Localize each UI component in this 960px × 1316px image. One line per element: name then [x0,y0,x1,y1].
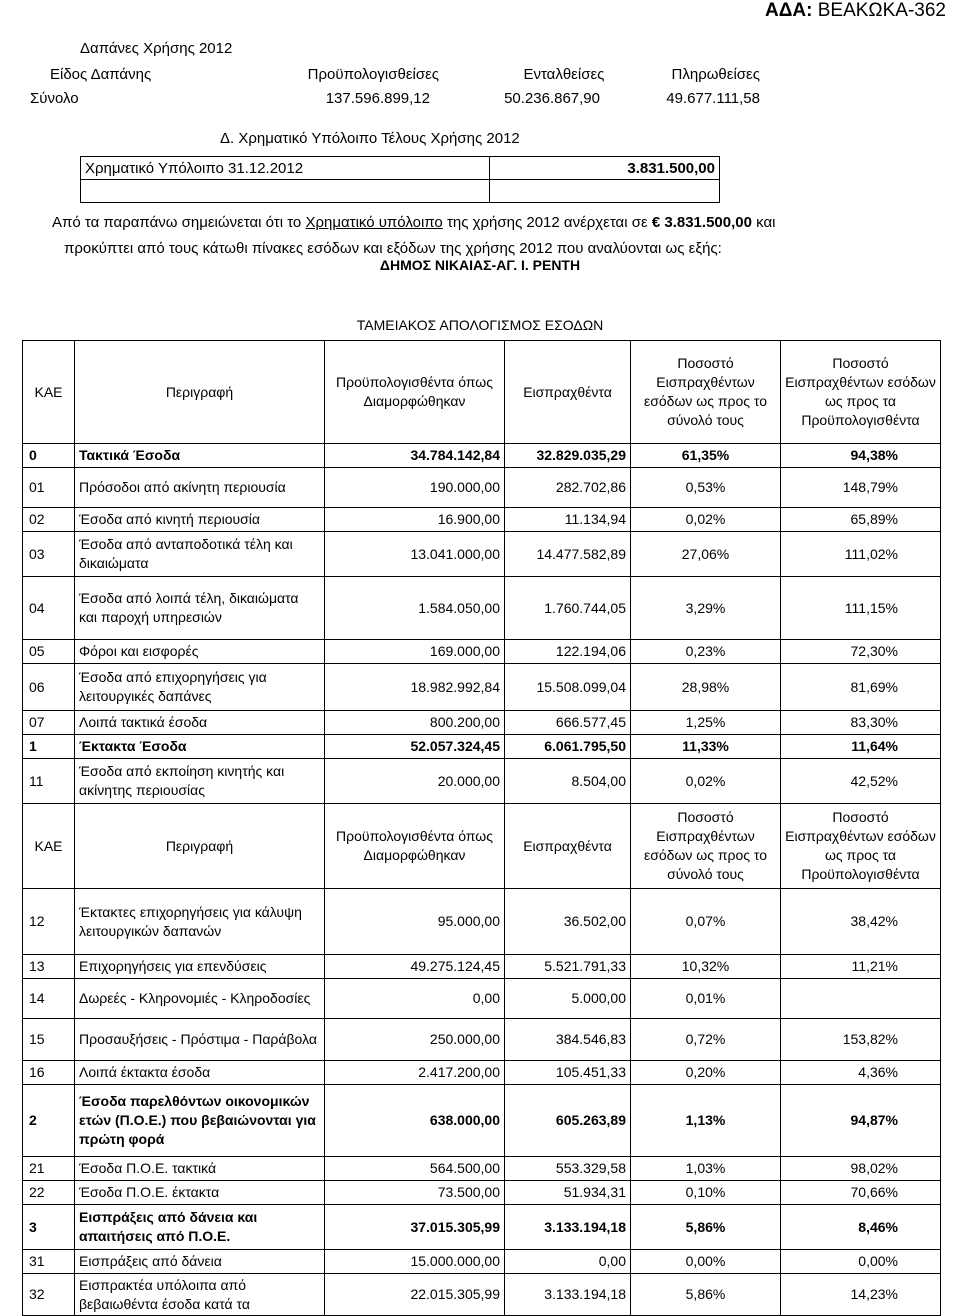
table-row [23,1085,941,1157]
budgeted-amount: 52.057.324,45 [325,735,505,759]
municipality-name: ΔΗΜΟΣ ΝΙΚΑΙΑΣ-ΑΓ. Ι. ΡΕΝΤΗ [379,257,581,273]
table-row [23,955,941,979]
kae-code: 32 [23,1274,75,1316]
table-row [23,532,941,577]
description: Λοιπά τακτικά έσοδα [75,711,325,735]
description: Έσοδα παρελθόντων οικονομικών ετών (Π.Ο.Ε.) που βεβαιώνονται για πρώτη φορά [75,1085,325,1157]
description: Επιχορηγήσεις για επενδύσεις [75,955,325,979]
table-row [23,1157,941,1181]
expenses-total-value: 137.596.899,12 [325,89,430,107]
description: Λοιπά έκτακτα έσοδα [75,1061,325,1085]
percent-of-total: 0,10% [631,1181,781,1205]
kae-code: 31 [23,1250,75,1274]
table-row [23,1205,941,1250]
table-row [23,1274,941,1316]
kae-code: 21 [23,1157,75,1181]
kae-code: 16 [23,1061,75,1085]
expenses-title: Δαπάνες Χρήσης 2012 [80,40,233,57]
budgeted-amount: 95.000,00 [325,889,505,955]
column-header: Εισπραχθέντα [505,804,631,889]
percent-of-budget: 38,42% [781,889,941,955]
table-row [23,508,941,532]
percent-of-total: 0,23% [631,640,781,664]
percent-of-budget: 11,21% [781,955,941,979]
collected-amount: 122.194,06 [505,640,631,664]
collected-amount: 15.508.099,04 [505,664,631,711]
table-header-row [23,804,941,889]
budgeted-amount: 13.041.000,00 [325,532,505,577]
empty-cell [81,180,490,203]
kae-code: 0 [23,444,75,468]
column-header: ΚΑΕ [23,341,75,444]
percent-of-total: 0,07% [631,889,781,955]
description: Έσοδα από λοιπά τέλη, δικαιώματα και παροχή υπηρεσιών [75,577,325,640]
column-header: Περιγραφή [75,804,325,889]
collected-amount: 32.829.035,29 [505,444,631,468]
percent-of-budget: 81,69% [781,664,941,711]
kae-code: 15 [23,1019,75,1061]
budgeted-amount: 2.417.200,00 [325,1061,505,1085]
table-row [23,640,941,664]
collected-amount: 282.702,86 [505,468,631,508]
description: Έσοδα από επιχορηγήσεις για λειτουργικές δαπάνες [75,664,325,711]
description: Έσοδα Π.Ο.Ε. τακτικά [75,1157,325,1181]
paragraph-text: Από τα παραπάνω σημειώνεται ότι το [52,214,306,231]
budgeted-amount: 638.000,00 [325,1085,505,1157]
percent-of-total: 1,13% [631,1085,781,1157]
budgeted-amount: 564.500,00 [325,1157,505,1181]
kae-code: 01 [23,468,75,508]
table-row [23,1061,941,1085]
budgeted-amount: 169.000,00 [325,640,505,664]
kae-code: 07 [23,711,75,735]
percent-of-budget: 153,82% [781,1019,941,1061]
kae-code: 22 [23,1181,75,1205]
budgeted-amount: 250.000,00 [325,1019,505,1061]
revenue-table-title: ΤΑΜΕΙΑΚΟΣ ΑΠΟΛΟΓΙΣΜΟΣ ΕΣΟΔΩΝ [356,317,604,333]
percent-of-total: 1,03% [631,1157,781,1181]
column-header: Προϋπολογισθέντα όπως Διαμορφώθηκαν [325,341,505,444]
cash-balance-title: Δ. Χρηματικό Υπόλοιπο Τέλους Χρήσης 2012 [220,130,520,147]
summary-paragraph [52,210,932,262]
percent-of-budget: 70,66% [781,1181,941,1205]
kae-code: 02 [23,508,75,532]
ada-code [765,0,946,22]
expenses-total-row [30,86,760,110]
collected-amount: 36.502,00 [505,889,631,955]
percent-of-budget: 98,02% [781,1157,941,1181]
expenses-summary [30,40,760,110]
paragraph-line-2: προκύπτει από τους κάτωθι πίνακες εσόδων και εξόδων της χρήσης 2012 που αναλύονται ως εξής: [64,240,722,257]
kae-code: 04 [23,577,75,640]
collected-amount: 105.451,33 [505,1061,631,1085]
kae-code: 12 [23,889,75,955]
description: Έσοδα από ανταποδοτικά τέλη και δικαιώματα [75,532,325,577]
collected-amount: 0,00 [505,1250,631,1274]
revenue-table [22,340,941,1316]
paragraph-amount: 3.831.500,00 [664,214,752,231]
percent-of-budget: 11,64% [781,735,941,759]
percent-of-total: 10,32% [631,955,781,979]
description: Εισπράξεις από δάνεια [75,1250,325,1274]
percent-of-budget: 65,89% [781,508,941,532]
expenses-header: Είδος Δαπάνης [50,65,152,83]
paragraph-text: της χρήσης 2012 ανέρχεται σε [442,214,652,231]
kae-code: 06 [23,664,75,711]
budgeted-amount: 22.015.305,99 [325,1274,505,1316]
percent-of-budget: 111,02% [781,532,941,577]
expenses-header: Ενταλθείσες [523,65,605,83]
budgeted-amount: 37.015.305,99 [325,1205,505,1250]
euro-icon: € [651,214,661,231]
percent-of-total: 0,02% [631,508,781,532]
description: Φόροι και εισφορές [75,640,325,664]
budgeted-amount: 34.784.142,84 [325,444,505,468]
collected-amount: 553.329,58 [505,1157,631,1181]
collected-amount: 5.000,00 [505,979,631,1019]
budgeted-amount: 1.584.050,00 [325,577,505,640]
collected-amount: 14.477.582,89 [505,532,631,577]
table-row [23,577,941,640]
percent-of-total: 3,29% [631,577,781,640]
expenses-total-value: 50.236.867,90 [504,89,600,107]
cash-balance-table [80,156,720,203]
column-header: Ποσοστό Εισπραχθέντων εσόδων ως προς το σύνολό τους [631,804,781,889]
collected-amount: 666.577,45 [505,711,631,735]
collected-amount: 11.134,94 [505,508,631,532]
collected-amount: 5.521.791,33 [505,955,631,979]
percent-of-budget: 14,23% [781,1274,941,1316]
percent-of-budget: 111,15% [781,577,941,640]
percent-of-total: 0,72% [631,1019,781,1061]
percent-of-total: 5,86% [631,1205,781,1250]
cash-balance-value: 3.831.500,00 [490,157,720,180]
table-row [23,979,941,1019]
percent-of-budget: 148,79% [781,468,941,508]
collected-amount: 3.133.194,18 [505,1205,631,1250]
percent-of-total: 0,20% [631,1061,781,1085]
table-row [23,735,941,759]
collected-amount: 3.133.194,18 [505,1274,631,1316]
expenses-header-row [30,62,760,86]
percent-of-total: 11,33% [631,735,781,759]
kae-code: 13 [23,955,75,979]
kae-code: 1 [23,735,75,759]
table-row [23,444,941,468]
description: Δωρεές - Κληρονομιές - Κληροδοσίες [75,979,325,1019]
percent-of-total: 61,35% [631,444,781,468]
description: Τακτικά Έσοδα [75,444,325,468]
description: Πρόσοδοι από ακίνητη περιουσία [75,468,325,508]
expenses-header: Πληρωθείσες [671,65,760,83]
description: Εισπράξεις από δάνεια και απαιτήσεις από Π.Ο.Ε. [75,1205,325,1250]
percent-of-total: 27,06% [631,532,781,577]
percent-of-total: 0,53% [631,468,781,508]
column-header: Ποσοστό Εισπραχθέντων εσόδων ως προς τα Προϋπολογισθέντα [781,341,941,444]
expenses-total-value: 49.677.111,58 [666,89,760,107]
description: Εισπρακτέα υπόλοιπα από βεβαιωθέντα έσοδα κατά τα [75,1274,325,1316]
kae-code: 11 [23,759,75,804]
column-header: Εισπραχθέντα [505,341,631,444]
percent-of-total: 1,25% [631,711,781,735]
percent-of-budget: 8,46% [781,1205,941,1250]
column-header: Ποσοστό Εισπραχθέντων εσόδων ως προς το σύνολό τους [631,341,781,444]
table-row [23,711,941,735]
budgeted-amount: 15.000.000,00 [325,1250,505,1274]
paragraph-line-1 [52,210,932,236]
budgeted-amount: 49.275.124,45 [325,955,505,979]
cash-balance-label: Χρηματικό Υπόλοιπο 31.12.2012 [81,157,490,180]
description: Έσοδα από εκποίηση κινητής και ακίνητης περιουσίας [75,759,325,804]
collected-amount: 605.263,89 [505,1085,631,1157]
table-row [23,468,941,508]
column-header: ΚΑΕ [23,804,75,889]
percent-of-budget: 72,30% [781,640,941,664]
ada-value: ΒΕΑΚΩΚΑ-362 [817,0,946,21]
kae-code: 3 [23,1205,75,1250]
column-header: Προϋπολογισθέντα όπως Διαμορφώθηκαν [325,804,505,889]
kae-code: 2 [23,1085,75,1157]
table-row [23,1181,941,1205]
collected-amount: 6.061.795,50 [505,735,631,759]
table-header-row [23,341,941,444]
paragraph-underlined-term: Χρηματικό υπόλοιπο [305,214,443,231]
budgeted-amount: 18.982.992,84 [325,664,505,711]
description: Έκτακτες επιχορηγήσεις για κάλυψη λειτουργικών δαπανών [75,889,325,955]
budgeted-amount: 0,00 [325,979,505,1019]
expenses-total-label: Σύνολο [30,89,79,107]
ada-label: ΑΔΑ: [765,0,813,21]
percent-of-budget: 83,30% [781,711,941,735]
cash-balance-section [80,130,770,203]
percent-of-total: 5,86% [631,1274,781,1316]
percent-of-total: 28,98% [631,664,781,711]
budgeted-amount: 190.000,00 [325,468,505,508]
expenses-header: Προϋπολογισθείσες [307,65,440,83]
budgeted-amount: 73.500,00 [325,1181,505,1205]
budgeted-amount: 20.000,00 [325,759,505,804]
collected-amount: 51.934,31 [505,1181,631,1205]
percent-of-budget: 94,38% [781,444,941,468]
table-row [23,759,941,804]
paragraph-text: και [751,214,776,231]
description: Έσοδα Π.Ο.Ε. έκτακτα [75,1181,325,1205]
column-header: Ποσοστό Εισπραχθέντων εσόδων ως προς τα Προϋπολογισθέντα [781,804,941,889]
column-header: Περιγραφή [75,341,325,444]
table-row [23,1019,941,1061]
percent-of-budget: 0,00% [781,1250,941,1274]
kae-code: 03 [23,532,75,577]
percent-of-budget: 4,36% [781,1061,941,1085]
kae-code: 14 [23,979,75,1019]
collected-amount: 8.504,00 [505,759,631,804]
description: Προσαυξήσεις - Πρόστιμα - Παράβολα [75,1019,325,1061]
collected-amount: 1.760.744,05 [505,577,631,640]
percent-of-budget: 42,52% [781,759,941,804]
percent-of-total: 0,00% [631,1250,781,1274]
table-row [23,889,941,955]
budgeted-amount: 800.200,00 [325,711,505,735]
budgeted-amount: 16.900,00 [325,508,505,532]
table-row [23,664,941,711]
collected-amount: 384.546,83 [505,1019,631,1061]
description: Έσοδα από κινητή περιουσία [75,508,325,532]
percent-of-budget: 94,87% [781,1085,941,1157]
percent-of-total: 0,02% [631,759,781,804]
percent-of-total: 0,01% [631,979,781,1019]
percent-of-budget [781,979,941,1019]
empty-cell [490,180,720,203]
description: Έκτακτα Έσοδα [75,735,325,759]
table-row [23,1250,941,1274]
kae-code: 05 [23,640,75,664]
